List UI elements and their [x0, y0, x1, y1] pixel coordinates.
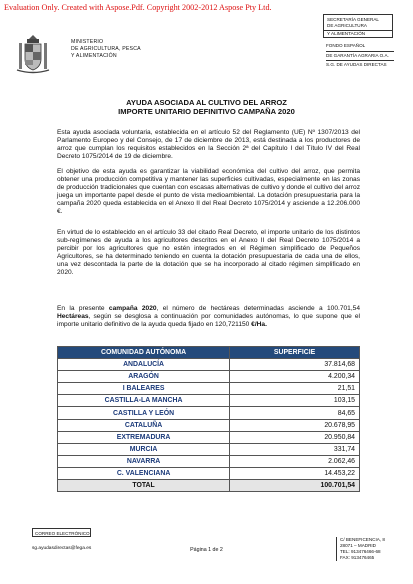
fega-block [326, 43, 394, 69]
document-subtitle: IMPORTE UNITARIO DEFINITIVO CAMPAÑA 2020 [118, 107, 295, 116]
region-cell: CASTILLA Y LEÓN [58, 407, 230, 419]
region-cell: MURCIA [58, 443, 230, 455]
paragraph-campaign-summary [57, 305, 360, 329]
table-header-row [58, 347, 360, 359]
summary-unit: €/Ha. [251, 320, 267, 328]
column-header-surface: SUPERFICIE [230, 347, 360, 359]
region-cell: I BALEARES [58, 383, 230, 395]
region-cell: ANDALUCÍA [58, 359, 230, 371]
document-title: AYUDA ASOCIADA AL CULTIVO DEL ARROZ [126, 98, 287, 107]
surface-cell: 2.062,46 [230, 455, 360, 467]
table-row [58, 419, 360, 431]
region-cell: CASTILLA-LA MANCHA [58, 395, 230, 407]
column-header-region: COMUNIDAD AUTÓNOMA [58, 347, 230, 359]
address-line: FAX: 913476465 [340, 555, 375, 560]
postal-address [336, 537, 385, 561]
table-row [58, 395, 360, 407]
ministry-line: Y ALIMENTACIÓN [71, 53, 117, 59]
divider [326, 60, 394, 61]
secretariat-line: SECRETARÍA GENERAL [327, 17, 379, 22]
ministry-name [71, 39, 141, 60]
surface-cell: 103,15 [230, 395, 360, 407]
table-row [58, 467, 360, 479]
address-line: C/ BENEFICENCIA, 8 [340, 537, 385, 542]
page-number: Página 1 de 2 [190, 547, 223, 553]
address-line: 28071 – MADRID [340, 543, 377, 548]
email-address-link[interactable]: sg.ayudasdirectas@fega.es [32, 546, 92, 551]
table-row [58, 371, 360, 383]
table-row [58, 359, 360, 371]
region-cell: C. VALENCIANA [58, 467, 230, 479]
surface-cell: 4.200,34 [230, 371, 360, 383]
summary-text: , según se desglosa a continuación por comunidades autónomas, lo que supone que el importe unitario definitivo de la ayuda queda fijado en 120,721150 [57, 312, 360, 328]
fega-line: DE GARANTÍA AGRARIA O.A. [326, 52, 389, 58]
email-label-box: CORREO ELECTRÓNICO [32, 528, 91, 537]
paragraph-objective: El objetivo de esta ayuda es garantizar la viabilidad económica del cultivo del arroz, que permita obtener una producción competitiva y mantener las superficies cultivadas, especialmente en las zonas de producción tradicionales que cuentan con escasas alternativas de cultivo y donde el cultivo del arroz juega un importante papel desde el punto de vista medioambiental. La dotación presupuestaria para la campaña 2020 queda establecida en el Anexo II del Real Decreto 1075/2014 y asciende a 12.206.000 €. [57, 168, 360, 215]
paragraph-legal-basis: Esta ayuda asociada voluntaria, establecida en el artículo 52 del Reglamento (UE) Nº 1307/2013 del Parlamento Europeo y del Consejo, de 17 de diciembre de 2013, está destinada a los productores de arroz que cumplan los requisitos establecidos en la Sección 2ª del Capítulo I del Título IV del Real Decreto 1075/2014 de 19 de diciembre. [57, 129, 360, 160]
surface-cell: 20.678,95 [230, 419, 360, 431]
table-row [58, 383, 360, 395]
secretariat-line: DE AGRICULTURA [327, 23, 367, 28]
address-line: TEL: 913476466-68 [340, 549, 381, 554]
summary-hectares: Hectáreas [57, 312, 89, 320]
ministry-line: MINISTERIO [71, 39, 104, 45]
surface-cell: 14.453,22 [230, 467, 360, 479]
ministry-line: DE AGRICULTURA, PESCA [71, 46, 141, 52]
surface-cell: 331,74 [230, 443, 360, 455]
fega-line: FONDO ESPAÑOL [326, 43, 366, 48]
table-row [58, 455, 360, 467]
summary-text: En la presente [57, 305, 109, 312]
surface-cell: 21,51 [230, 383, 360, 395]
table-row [58, 443, 360, 455]
region-cell: ARAGÓN [58, 371, 230, 383]
coat-of-arms-icon [16, 33, 50, 77]
surface-cell: 84,65 [230, 407, 360, 419]
divider [326, 51, 394, 52]
summary-text: , el número de hectáreas determinadas asciende a 100.701,54 [156, 305, 360, 312]
region-cell: EXTREMADURA [58, 431, 230, 443]
region-cell: NAVARRA [58, 455, 230, 467]
table-row [58, 431, 360, 443]
summary-campaign: campaña 2020 [108, 305, 157, 312]
fega-line: S.G. DE AYUDAS DIRECTAS [326, 62, 387, 67]
region-cell: CATALUÑA [58, 419, 230, 431]
table-total-row [58, 480, 360, 492]
paragraph-unit-amount: En virtud de lo establecido en el artículo 33 del citado Real Decreto, el importe unitario de los distintos sub-regímenes de ayuda a los agricultores descritos en el Anexo II del Real Decreto 1075/2014 a percibir por los agricultores que no estén integrados en el Régimen simplificado de Pequeños Agricultores, se ha determinado teniendo en cuenta la dotación presupuestaria de cada una de ellos, una vez descontada la parte de la dotación que se ha incorporado al citado régimen simplificado en 2020. [57, 229, 360, 276]
secretariat-box [323, 14, 393, 38]
watermark-text: Evaluation Only. Created with Aspose.Pdf. Copyright 2002-2012 Aspose Pty Ltd. [4, 3, 272, 12]
total-label: TOTAL [58, 480, 230, 492]
secretariat-line: Y ALIMENTACIÓN [327, 31, 366, 36]
surface-table [57, 346, 360, 492]
surface-cell: 20.950,84 [230, 431, 360, 443]
table-row [58, 407, 360, 419]
surface-cell: 37.814,68 [230, 359, 360, 371]
total-value: 100.701,54 [230, 480, 360, 492]
